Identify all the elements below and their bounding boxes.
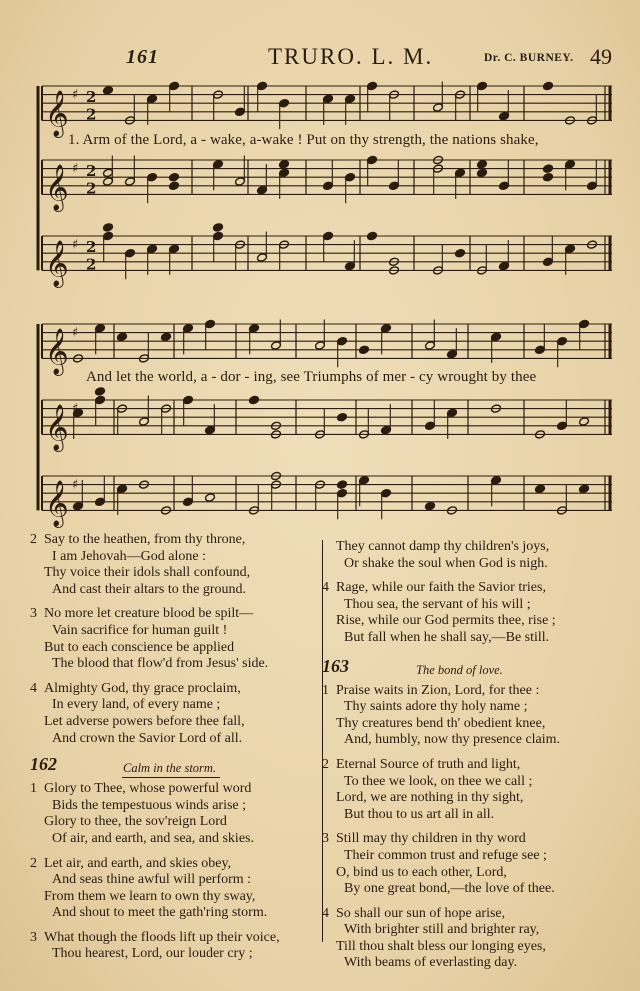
note-head-icon bbox=[257, 81, 268, 90]
verse-line: Or shake the soul when God is nigh. bbox=[344, 555, 548, 571]
note-head-icon bbox=[345, 94, 356, 103]
verse-number: 3 bbox=[322, 831, 329, 847]
note-head-icon bbox=[491, 476, 502, 485]
verse-number: 2 bbox=[322, 756, 329, 772]
note-head-icon bbox=[565, 244, 576, 253]
verse-number: 2 bbox=[30, 855, 37, 871]
note-head-icon bbox=[425, 501, 436, 510]
verse-number: 4 bbox=[322, 905, 329, 921]
note-head-icon bbox=[271, 341, 282, 350]
verse-line: Glory to thee, the sov'reign Lord bbox=[44, 814, 227, 830]
note-head-icon bbox=[213, 223, 224, 232]
hymn-163-heading bbox=[322, 655, 622, 683]
note-head-icon bbox=[499, 181, 510, 190]
treble-clef-icon: 𝄞 bbox=[45, 480, 69, 527]
time-signature-icon: 2 bbox=[86, 238, 97, 257]
verse-line: Bids the tempestuous winds arise ; bbox=[52, 797, 247, 813]
note-head-icon bbox=[257, 253, 268, 262]
verse-first-line bbox=[322, 906, 622, 923]
verse-line: In every land, of every name ; bbox=[52, 697, 221, 713]
note-head-icon bbox=[117, 332, 128, 341]
verse-line: From them we learn to own thy sway, bbox=[44, 888, 256, 904]
note-head-icon bbox=[345, 173, 356, 182]
note-head-icon bbox=[359, 345, 370, 354]
note-head-icon bbox=[183, 395, 194, 404]
time-signature-icon: 2 bbox=[86, 179, 97, 198]
note-head-icon bbox=[367, 231, 378, 240]
right-column bbox=[322, 539, 622, 972]
hymn-161-verses bbox=[30, 532, 318, 747]
time-signature-icon: 2 bbox=[86, 88, 97, 107]
hymn-162-continued bbox=[322, 539, 622, 647]
verse-line: Rise, while our God permits thee, rise ; bbox=[336, 613, 556, 629]
verse-line: Thou hearest, Lord, our louder cry ; bbox=[52, 946, 253, 962]
verse-line: They cannot damp thy children's joys, bbox=[336, 539, 550, 554]
verse-line: But thou to us art all in all. bbox=[344, 806, 495, 822]
clefs-and-signatures bbox=[45, 88, 96, 529]
note-head-icon bbox=[535, 484, 546, 493]
note-head-icon bbox=[543, 173, 554, 182]
verse-line: And seas thine awful will perform : bbox=[52, 872, 252, 888]
sharp-icon: ♯ bbox=[72, 87, 79, 103]
note-head-icon bbox=[125, 249, 136, 258]
verse-first-line bbox=[30, 681, 318, 698]
hymn-162-verses bbox=[30, 781, 318, 963]
verse-first-line bbox=[322, 831, 622, 848]
note-head-icon bbox=[477, 160, 488, 169]
treble-clef-icon: 𝄞 bbox=[45, 240, 69, 287]
verse-line-text: Praise waits in Zion, Lord, for thee : bbox=[336, 682, 540, 698]
note-head-icon bbox=[359, 476, 370, 485]
note-head-icon bbox=[543, 81, 554, 90]
note-head-icon bbox=[169, 81, 180, 90]
verse-first-line bbox=[322, 580, 622, 597]
verse-number: 3 bbox=[30, 606, 37, 622]
note-head-icon bbox=[337, 337, 348, 346]
verse-first-line bbox=[30, 856, 318, 873]
note-head-icon bbox=[337, 480, 348, 489]
verse-line: Thou sea, the servant of his will ; bbox=[344, 596, 531, 612]
note-head-icon bbox=[205, 425, 216, 434]
verse-line: And crown the Savior Lord of all. bbox=[52, 730, 243, 746]
note-head-icon bbox=[477, 168, 488, 177]
note-head-icon bbox=[95, 395, 106, 404]
tune-title: TRURO. L. M. bbox=[268, 44, 434, 69]
sharp-icon: ♯ bbox=[72, 325, 79, 341]
note-head-icon bbox=[147, 244, 158, 253]
note-head-icon bbox=[125, 177, 136, 186]
composer-credit: Dr. C. BURNEY. bbox=[484, 52, 574, 64]
verse-line-text: No more let creature blood be spilt— bbox=[44, 606, 254, 622]
hymn-162-heading bbox=[30, 754, 318, 781]
note-head-icon bbox=[183, 324, 194, 333]
note-head-icon bbox=[161, 332, 172, 341]
note-head-icon bbox=[579, 484, 590, 493]
treble-clef-icon: 𝄞 bbox=[45, 90, 69, 137]
treble-clef-icon: 𝄞 bbox=[45, 328, 69, 375]
verse-line-text: What though the floods lift up their voice, bbox=[44, 929, 280, 945]
verse-first-line bbox=[30, 532, 318, 549]
note-head-icon bbox=[205, 319, 216, 328]
verse-first-line bbox=[30, 606, 318, 623]
hymn-number: 161 bbox=[126, 46, 159, 68]
note-head-icon bbox=[337, 489, 348, 498]
verse-first-line bbox=[30, 930, 318, 947]
verse-line: And, humbly, now thy presence claim. bbox=[344, 732, 561, 748]
note-head-icon bbox=[499, 261, 510, 270]
verse-number: 2 bbox=[30, 532, 37, 547]
verse-line: Their common trust and refuge see ; bbox=[344, 847, 547, 863]
note-head-icon bbox=[95, 324, 106, 333]
note-head-icon bbox=[183, 497, 194, 506]
verse-line: Vain sacrifice for human guilt ! bbox=[52, 622, 228, 638]
note-head-icon bbox=[213, 231, 224, 240]
note-head-icon bbox=[235, 107, 246, 116]
verse-line: The blood that flow'd from Jesus' side. bbox=[52, 656, 269, 672]
note-head-icon bbox=[117, 484, 128, 493]
page-number: 49 bbox=[590, 44, 612, 69]
verse-line: Thy creatures bend th' obedient knee, bbox=[336, 715, 546, 731]
note-head-icon bbox=[425, 421, 436, 430]
note-head-icon bbox=[205, 493, 216, 502]
sharp-icon: ♯ bbox=[72, 401, 79, 417]
note-head-icon bbox=[235, 177, 246, 186]
note-head-icon bbox=[279, 99, 290, 108]
verse-line-text: Say to the heathen, from thy throne, bbox=[44, 532, 246, 547]
verse-line: But fall when he shall say,—Be still. bbox=[344, 629, 550, 645]
note-head-icon bbox=[169, 244, 180, 253]
note-head-icon bbox=[389, 181, 400, 190]
verse-line-text: Let air, and earth, and skies obey, bbox=[44, 855, 232, 871]
note-head-icon bbox=[139, 417, 150, 426]
verse-line: By one great bond,—the love of thee. bbox=[344, 881, 555, 897]
time-signature-icon: 2 bbox=[86, 162, 97, 181]
verse-first-line bbox=[322, 683, 622, 700]
note-head-icon bbox=[323, 94, 334, 103]
note-head-icon bbox=[95, 497, 106, 506]
note-head-icon bbox=[557, 421, 568, 430]
sharp-icon: ♯ bbox=[72, 477, 79, 493]
sharp-icon: ♯ bbox=[72, 237, 79, 253]
verse-line: To thee we look, on thee we call ; bbox=[344, 773, 533, 789]
note-head-icon bbox=[249, 324, 260, 333]
note-head-icon bbox=[477, 81, 488, 90]
note-head-icon bbox=[425, 341, 436, 350]
note-head-icon bbox=[455, 168, 466, 177]
note-head-icon bbox=[447, 408, 458, 417]
note-head-icon bbox=[315, 341, 326, 350]
note-head-icon bbox=[323, 231, 334, 240]
note-head-icon bbox=[249, 395, 260, 404]
verse-number: 4 bbox=[30, 680, 37, 696]
verse-line-text: Rage, while our faith the Savior tries, bbox=[336, 580, 546, 596]
verse-line: Thy saints adore thy holy name ; bbox=[344, 699, 528, 715]
verse-number: 4 bbox=[322, 580, 329, 596]
note-head-icon bbox=[565, 160, 576, 169]
note-head-icon bbox=[491, 332, 502, 341]
note-head-icon bbox=[95, 387, 106, 396]
note-head-icon bbox=[103, 223, 114, 232]
verse-line: Thy voice their idols shall confound, bbox=[44, 565, 251, 581]
verse-line: Till thou shalt bless our longing eyes, bbox=[336, 938, 546, 954]
note-head-icon bbox=[367, 81, 378, 90]
treble-clef-icon: 𝄞 bbox=[45, 404, 69, 451]
note-head-icon bbox=[367, 155, 378, 164]
lyric-line-1: 1. Arm of the Lord, a - wake, a-wake ! Put on thy strength, the nations shake, bbox=[68, 132, 539, 148]
verse-line: Lord, we are nothing in thy sight, bbox=[336, 790, 524, 806]
hymn-162-number: 162 bbox=[30, 754, 57, 775]
note-head-icon bbox=[103, 177, 114, 186]
note-head-icon bbox=[381, 489, 392, 498]
note-head-icon bbox=[323, 181, 334, 190]
verse-line: I am Jehovah—God alone : bbox=[52, 548, 206, 564]
hymn-163-subtitle: The bond of love. bbox=[416, 662, 503, 677]
verse-line: O, bind us to each other, Lord, bbox=[336, 864, 507, 880]
note-head-icon bbox=[535, 345, 546, 354]
note-head-icon bbox=[433, 103, 444, 112]
note-head-icon bbox=[499, 111, 510, 120]
note-head-icon bbox=[381, 324, 392, 333]
note-head-icon bbox=[579, 417, 590, 426]
verse-number: 3 bbox=[30, 929, 37, 945]
hymn-162-subtitle: Calm in the storm. bbox=[123, 761, 217, 776]
note-head-icon bbox=[345, 261, 356, 270]
verse-number: 1 bbox=[30, 781, 37, 797]
note-head-icon bbox=[73, 501, 84, 510]
note-head-icon bbox=[543, 164, 554, 173]
note-head-icon bbox=[169, 181, 180, 190]
verse-line: With brighter still and brighter ray, bbox=[344, 922, 540, 938]
note-head-icon bbox=[257, 185, 268, 194]
time-signature-icon: 2 bbox=[86, 105, 97, 124]
sharp-icon: ♯ bbox=[72, 161, 79, 177]
note-head-icon bbox=[557, 337, 568, 346]
note-head-icon bbox=[279, 160, 290, 169]
treble-clef-icon: 𝄞 bbox=[45, 164, 69, 211]
note-head-icon bbox=[587, 181, 598, 190]
subtitle-rule bbox=[122, 777, 220, 778]
lyric-line-2: And let the world, a - dor - ing, see Triumphs of mer - cy wrought by thee bbox=[86, 369, 537, 385]
note-head-icon bbox=[147, 173, 158, 182]
verse-line-text: Glory to Thee, whose powerful word bbox=[44, 781, 252, 797]
verse-line-text: Almighty God, thy grace proclaim, bbox=[44, 680, 241, 696]
hymn-163-number: 163 bbox=[322, 655, 349, 676]
note-head-icon bbox=[279, 168, 290, 177]
verse-line-text: Eternal Source of truth and light, bbox=[336, 756, 521, 772]
note-head-icon bbox=[543, 257, 554, 266]
note-head-icon bbox=[579, 319, 590, 328]
verse-line: And cast their altars to the ground. bbox=[52, 581, 247, 597]
note-head-icon bbox=[169, 173, 180, 182]
verse-line: But to each conscience be applied bbox=[44, 639, 235, 655]
time-signature-icon: 2 bbox=[86, 255, 97, 274]
note-head-icon bbox=[447, 349, 458, 358]
verse-line-text: Still may thy children in thy word bbox=[336, 831, 526, 847]
verse-first-line bbox=[322, 757, 622, 774]
verse-line: With beams of everlasting day. bbox=[344, 955, 518, 971]
hymn-163-verses bbox=[322, 683, 622, 973]
verse-line-text: So shall our sun of hope arise, bbox=[336, 905, 506, 921]
note-head-icon bbox=[381, 425, 392, 434]
verse-line: Let adverse powers before thee fall, bbox=[44, 713, 245, 729]
note-head-icon bbox=[455, 249, 466, 258]
verse-line: Of air, and earth, and sea, and skies. bbox=[52, 830, 254, 846]
note-head-icon bbox=[103, 231, 114, 240]
note-head-icon bbox=[337, 413, 348, 422]
note-head-icon bbox=[147, 94, 158, 103]
verse-number: 1 bbox=[322, 682, 329, 698]
note-head-icon bbox=[213, 160, 224, 169]
left-column bbox=[30, 532, 318, 963]
verse-first-line bbox=[30, 781, 318, 798]
note-head-icon bbox=[103, 86, 114, 95]
verse-line: And shout to meet the gath'ring storm. bbox=[52, 905, 268, 921]
